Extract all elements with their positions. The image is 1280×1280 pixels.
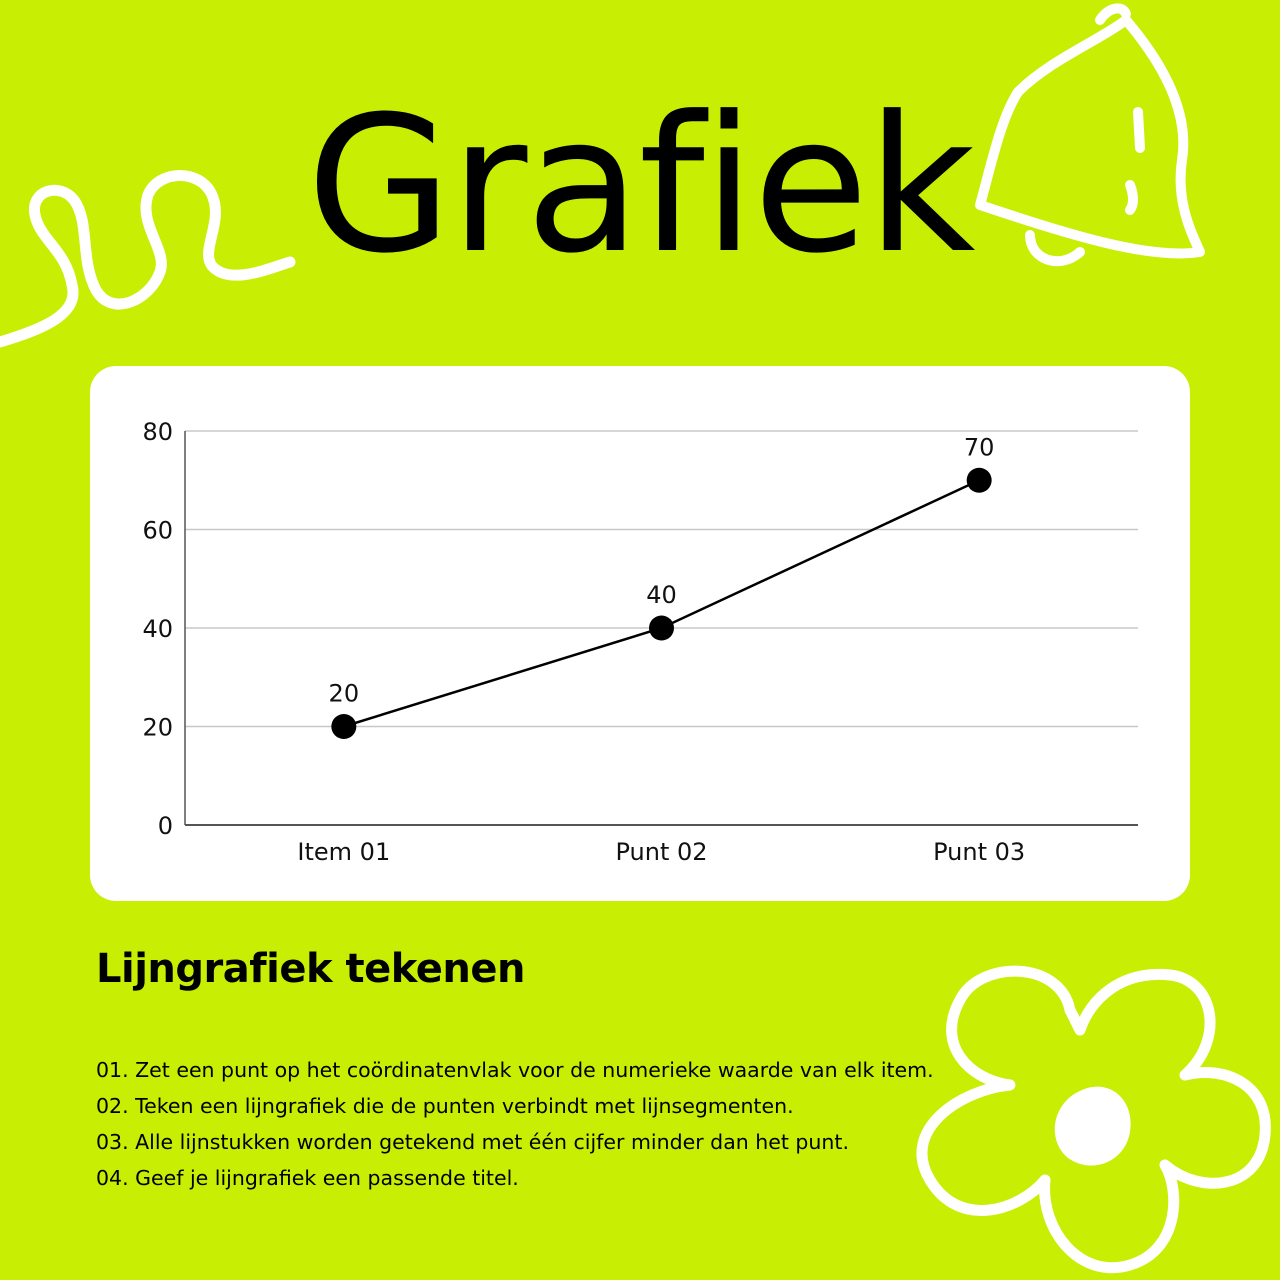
page-title: Grafiek bbox=[306, 76, 974, 295]
y-tick-label: 80 bbox=[142, 418, 173, 446]
data-label: 70 bbox=[963, 433, 995, 462]
y-tick-label: 20 bbox=[142, 713, 173, 742]
chart-card bbox=[90, 366, 1190, 901]
data-label: 20 bbox=[328, 679, 360, 708]
instruction-step: 03. Alle lijnstukken worden getekend met één cijfer minder dan het punt. bbox=[96, 1130, 849, 1154]
data-label: 40 bbox=[646, 581, 677, 609]
y-tick-label: 40 bbox=[142, 615, 173, 643]
line-chart bbox=[90, 366, 1190, 901]
x-tick-label: Punt 03 bbox=[933, 838, 1026, 866]
x-tick-label: Item 01 bbox=[297, 838, 391, 866]
instruction-list bbox=[96, 1052, 934, 1196]
section-heading: Lijngrafiek tekenen bbox=[96, 946, 525, 992]
data-point bbox=[649, 616, 674, 641]
y-tick-label: 60 bbox=[142, 516, 173, 545]
data-point bbox=[967, 468, 992, 493]
data-point bbox=[331, 714, 356, 739]
flower-icon bbox=[922, 971, 1265, 1268]
instruction-step: 04. Geef je lijngrafiek een passende titel. bbox=[96, 1166, 519, 1190]
instruction-step: 01. Zet een punt op het coördinatenvlak voor de numerieke waarde van elk item. bbox=[96, 1058, 934, 1082]
instruction-step: 02. Teken een lijngrafiek die de punten verbindt met lijnsegmenten. bbox=[96, 1094, 794, 1118]
x-tick-label: Punt 02 bbox=[615, 838, 708, 866]
y-tick-label: 0 bbox=[157, 812, 173, 840]
